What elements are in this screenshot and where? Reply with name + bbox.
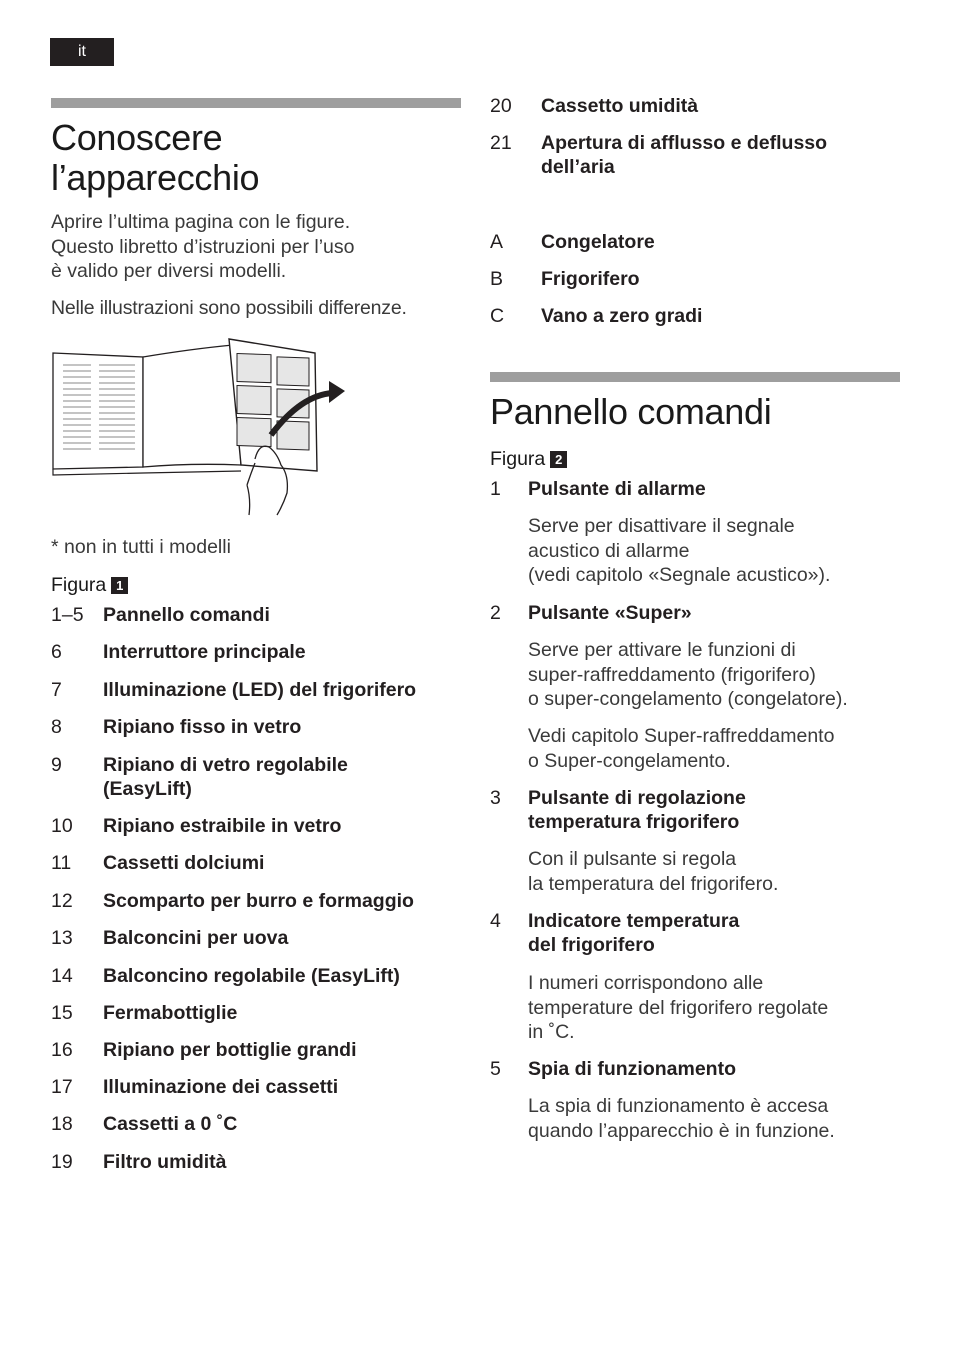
list-item <box>51 753 461 801</box>
item-label-group <box>103 753 348 801</box>
description-line: in ˚C. <box>528 1021 575 1043</box>
item-number: 4 <box>490 910 501 932</box>
list-item <box>490 909 900 957</box>
item-label: Ripiano di vetro regolabile <box>103 754 348 776</box>
item-label-group <box>541 131 827 179</box>
list-item <box>51 814 461 838</box>
title-line-1: Conoscere <box>51 117 223 158</box>
list-item <box>51 678 461 702</box>
language-badge: it <box>50 38 114 66</box>
list-item <box>51 1001 461 1025</box>
item-label-group <box>528 909 739 957</box>
list-item <box>490 304 900 328</box>
item-number: 19 <box>51 1151 73 1173</box>
figure-number: 1 <box>111 577 128 594</box>
item-number: 9 <box>51 754 62 776</box>
description-line: o super-congelamento (congelatore). <box>528 688 848 710</box>
item-label: Cassetti dolciumi <box>103 852 265 874</box>
item-label: Ripiano fisso in vetro <box>103 716 302 738</box>
item-number: 18 <box>51 1113 73 1135</box>
footnote: * non in tutti i modelli <box>51 536 231 558</box>
list-item <box>51 889 461 913</box>
intro-differences: Nelle illustrazioni sono possibili differenze. <box>51 297 407 319</box>
item-label: Fermabottiglie <box>103 1002 238 1024</box>
intro-line: Aprire l’ultima pagina con le figure. <box>51 211 351 233</box>
figure-reference <box>51 573 461 597</box>
item-description <box>490 514 900 588</box>
intro-line: Questo libretto d’istruzioni per l’uso <box>51 235 355 258</box>
item-label-line-2: dell’aria <box>541 156 615 178</box>
list-item <box>51 1038 461 1062</box>
figure-number: 2 <box>550 451 567 468</box>
item-label: Indicatore temperatura <box>528 910 740 932</box>
section-rule <box>51 98 461 108</box>
item-label: Balconcini per uova <box>103 927 289 949</box>
item-number: 16 <box>51 1039 73 1061</box>
item-number: 21 <box>490 132 512 154</box>
item-number: 12 <box>51 890 73 912</box>
list-item <box>51 1075 461 1099</box>
section-title <box>51 118 461 198</box>
list-item <box>51 640 461 664</box>
figure-reference <box>490 447 900 471</box>
item-label: Pulsante «Super» <box>528 602 692 624</box>
item-label: Pannello comandi <box>103 604 270 626</box>
section-title: Pannello comandi <box>490 391 772 432</box>
title-line-2: l’apparecchio <box>51 157 260 198</box>
figure-label: Figura <box>51 574 107 596</box>
item-label: Spia di funzionamento <box>528 1058 736 1080</box>
intro-text <box>51 210 461 284</box>
item-label: Interruttore principale <box>103 641 306 663</box>
list-item <box>51 851 461 875</box>
item-number: A <box>490 231 504 253</box>
item-description <box>490 1094 900 1143</box>
figure-label: Figura <box>490 448 546 470</box>
item-label-line-2: (EasyLift) <box>103 778 192 800</box>
list-item <box>490 267 900 291</box>
description-line: Serve per attivare le funzioni di <box>528 639 796 661</box>
item-description <box>490 638 900 712</box>
item-number: 8 <box>51 716 62 738</box>
item-label: Cassetto umidità <box>541 95 699 117</box>
description-line: o Super-congelamento. <box>528 749 731 772</box>
list-item <box>490 131 900 179</box>
item-label: Pulsante di allarme <box>528 478 706 500</box>
item-label: Scomparto per burro e formaggio <box>103 890 414 912</box>
item-number: 17 <box>51 1076 73 1098</box>
item-number: B <box>490 268 504 290</box>
item-description <box>490 847 900 896</box>
section-rule <box>490 372 900 382</box>
item-label: Filtro umidità <box>103 1151 227 1173</box>
item-number: 14 <box>51 965 73 987</box>
list-item <box>51 926 461 950</box>
list-item <box>51 964 461 988</box>
description-line: la temperatura del frigorifero. <box>528 872 779 895</box>
item-number: 2 <box>490 602 501 624</box>
list-item <box>490 230 900 254</box>
list-item <box>490 1057 900 1081</box>
item-number: 7 <box>51 679 62 701</box>
item-label: Cassetti a 0 ˚C <box>103 1113 238 1135</box>
list-item <box>490 786 900 834</box>
description-line: Con il pulsante si regola <box>528 848 737 870</box>
description-line: La spia di funzionamento è accesa <box>528 1095 829 1117</box>
description-line: super-raffreddamento (frigorifero) <box>528 663 816 686</box>
item-description <box>490 971 900 1045</box>
description-line: quando l’apparecchio è in funzione. <box>528 1119 835 1142</box>
item-label: Apertura di afflusso e deflusso <box>541 132 828 154</box>
list-item <box>51 603 461 627</box>
description-line: acustico di allarme <box>528 539 690 562</box>
description-line: (vedi capitolo «Segnale acustico»). <box>528 564 831 586</box>
item-number: 1 <box>490 478 501 500</box>
item-number: 3 <box>490 787 501 809</box>
item-number: 15 <box>51 1002 73 1024</box>
item-label-line-2: del frigorifero <box>528 934 655 956</box>
item-number: C <box>490 305 505 327</box>
list-item <box>490 94 900 118</box>
item-label: Illuminazione dei cassetti <box>103 1076 339 1098</box>
list-item <box>490 601 900 625</box>
item-number: 20 <box>490 95 512 117</box>
item-label: Ripiano per bottiglie grandi <box>103 1039 357 1061</box>
item-label: Vano a zero gradi <box>541 305 703 327</box>
item-label: Frigorifero <box>541 268 640 290</box>
description-line: temperature del frigorifero regolate <box>528 996 829 1019</box>
intro-line: è valido per diversi modelli. <box>51 260 287 282</box>
description-line: Serve per disattivare il segnale <box>528 515 795 537</box>
list-item <box>490 477 900 501</box>
description-line: Vedi capitolo Super-raffreddamento <box>528 725 835 747</box>
item-number: 10 <box>51 815 73 837</box>
item-number: 5 <box>490 1058 501 1080</box>
item-label-group <box>528 786 746 834</box>
list-item <box>51 715 461 739</box>
item-label: Congelatore <box>541 231 655 253</box>
item-label-line-2: temperatura frigorifero <box>528 811 740 833</box>
open-booklet-illustration <box>51 335 351 517</box>
item-label: Pulsante di regolazione <box>528 787 746 809</box>
item-number: 6 <box>51 641 62 663</box>
item-number: 11 <box>51 852 72 874</box>
item-label: Balconcino regolabile (EasyLift) <box>103 965 400 987</box>
item-description <box>490 724 900 773</box>
list-item <box>51 1150 461 1174</box>
item-label: Illuminazione (LED) del frigorifero <box>103 679 417 701</box>
item-number: 1–5 <box>51 604 84 626</box>
description-line: I numeri corrispondono alle <box>528 972 764 994</box>
item-number: 13 <box>51 927 73 949</box>
list-item <box>51 1112 461 1136</box>
item-label: Ripiano estraibile in vetro <box>103 815 342 837</box>
